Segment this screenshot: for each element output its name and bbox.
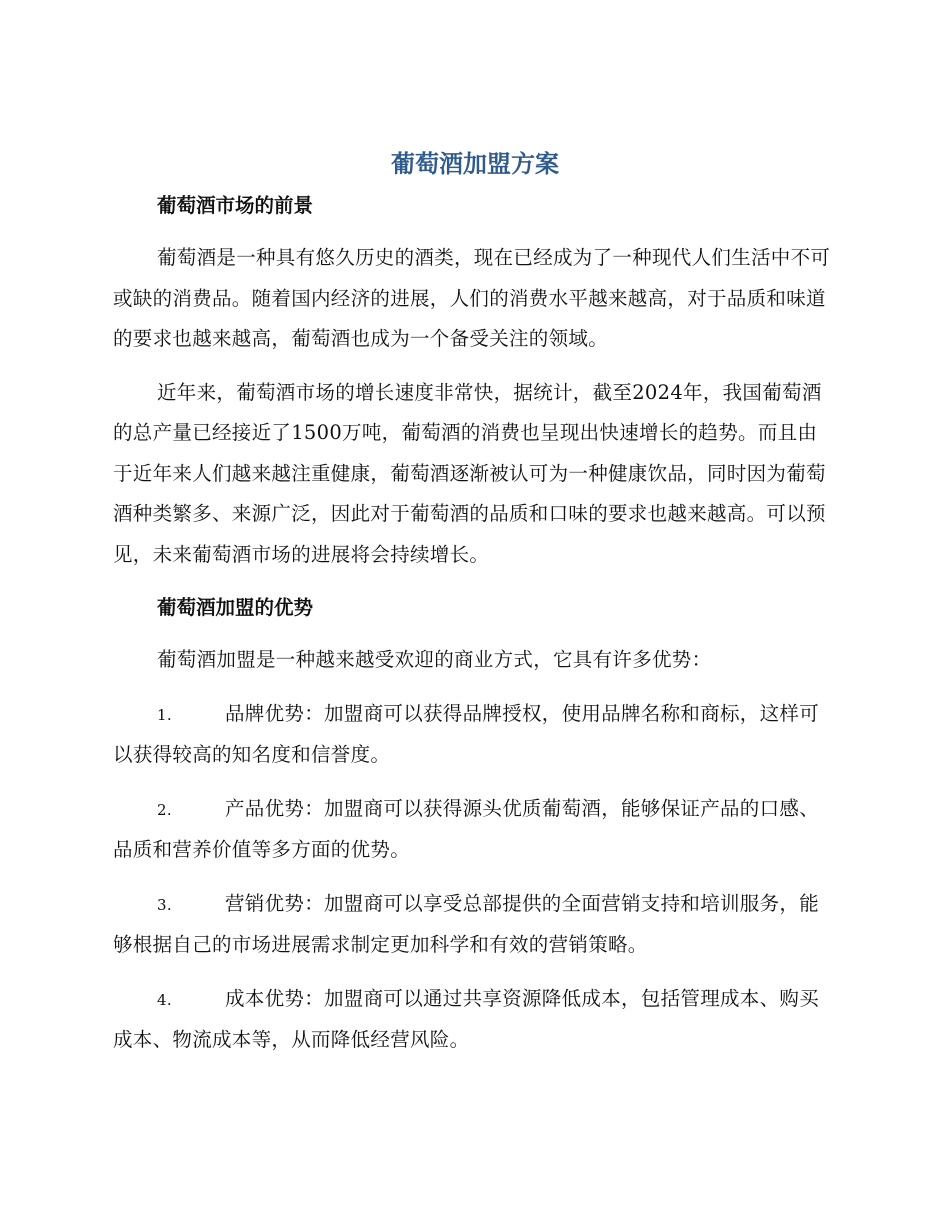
list-text: 品牌优势：加盟商可以获得品牌授权，使用品牌名称和商标，这样可以获得较高的知名度和信誉度。 [113,701,820,766]
list-text: 成本优势：加盟商可以通过共享资源降低成本，包括管理成本、购买成本、物流成本等，从而降低经营风险。 [113,986,820,1051]
list-number: 4. [157,990,172,1009]
list-item [113,694,833,776]
document-title: 葡萄酒加盟方案 [391,150,559,178]
list-number: 2. [157,800,172,819]
list-text: 营销优势：加盟商可以享受总部提供的全面营销支持和培训服务，能够根据自己的市场进展需求制定更加科学和有效的营销策略。 [113,891,820,956]
list-item [113,789,833,871]
list-text: 产品优势：加盟商可以获得源头优质葡萄酒，能够保证产品的口感、品质和营养价值等多方面的优势。 [113,796,820,861]
document-body [113,186,833,1061]
paragraph: 葡萄酒是一种具有悠久历史的酒类，现在已经成为了一种现代人们生活中不可或缺的消费品。随着国内经济的进展，人们的消费水平越来越高，对于品质和味道的要求也越来越高，葡萄酒也成为一个备受关注的领域。 [113,246,831,350]
list-item [113,884,833,966]
section-heading-franchise-advantages: 葡萄酒加盟的优势 [157,596,314,619]
list-number: 3. [157,895,172,914]
paragraph: 近年来，葡萄酒市场的增长速度非常快，据统计，截至2024年，我国葡萄酒的总产量已经接近了1500万吨，葡萄酒的消费也呈现出快速增长的趋势。而且由于近年来人们越来越注重健康，葡萄酒逐渐被认可为一种健康饮品，同时因为葡萄酒种类繁多、来源广泛，因此对于葡萄酒的品质和口味的要求也越来越高。可以预见，未来葡萄酒市场的进展将会持续增长。 [113,380,826,566]
list-number: 1. [157,705,172,724]
paragraph: 葡萄酒加盟是一种越来越受欢迎的商业方式，它具有许多优势： [157,648,712,671]
list-item [113,979,833,1061]
section-heading-market-outlook: 葡萄酒市场的前景 [157,194,314,217]
